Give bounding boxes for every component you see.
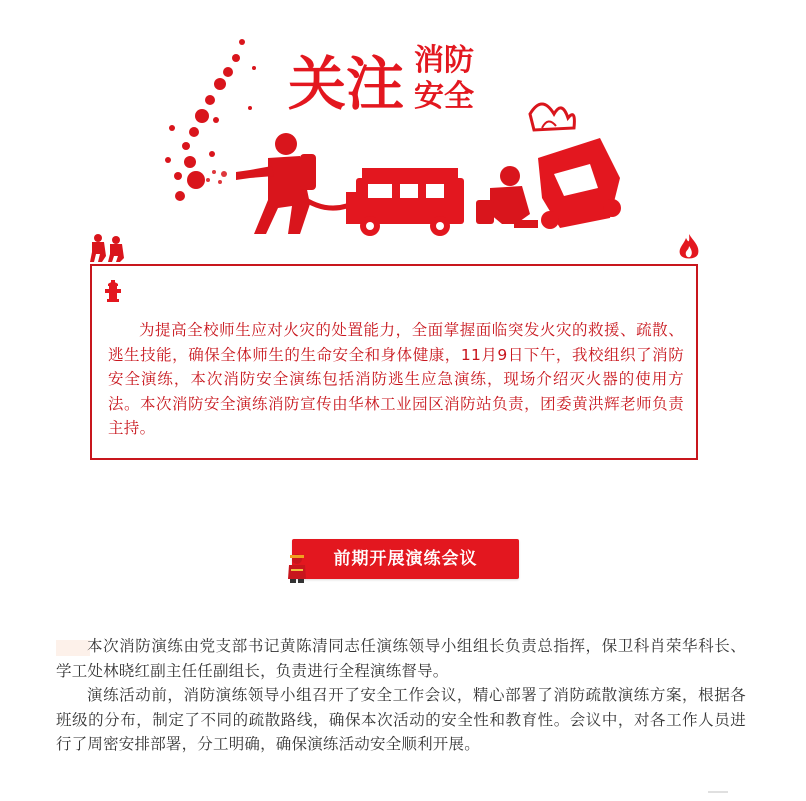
firefighter-hose-icon: [236, 133, 360, 234]
banner-title-side-bottom: 安全: [414, 79, 474, 114]
body-paragraph-1: 本次消防演练由党支部书记黄陈清同志任演练领导小组组长负责总指挥，保卫科肖荣华科长、学工处林晓红副主任任副组长，负责进行全程演练督导。: [56, 637, 746, 680]
section-heading: [292, 539, 519, 579]
firefighters-small-icon: [88, 232, 128, 262]
overturned-car-icon: [530, 104, 621, 229]
water-spray-icon: [206, 170, 227, 184]
body-text: [56, 634, 746, 757]
banner-title-main: 关注: [288, 50, 405, 118]
body-paragraph-2: 演练活动前，消防演练领导小组召开了安全工作会议，精心部署了消防疏散演练方案，根据各班级的分布，制定了不同的疏散路线，确保本次活动的安全性和教育性。会议中，对各工作人员进行了周密安排部署，分工明确，确保演练活动安全顺利开展。: [56, 686, 746, 753]
banner-title-side-top: 消防: [414, 43, 474, 78]
fire-truck-icon: [346, 168, 464, 236]
intro-box: [90, 264, 698, 460]
section-heading-label: 前期开展演练会议: [333, 549, 478, 569]
crouching-firefighter-icon: [476, 166, 538, 228]
intro-paragraph: 为提高全校师生应对火灾的处置能力，全面掌握面临突发火灾的救援、疏散、逃生技能，确保全体师生的生命安全和身体健康，11月9日下午，我校组织了消防安全演练，本次消防安全演练包括消防逃生应急演练，现场介绍灭火器的使用方法。本次消防安全演练消防宣传由华林工业园区消防站负责，团委黄洪辉老师负责主持。: [108, 321, 684, 437]
firefighter-icon: [286, 553, 308, 583]
corner-mark-icon: [708, 788, 728, 796]
fire-hydrant-icon: [104, 280, 122, 302]
fire-safety-banner: [150, 28, 650, 258]
flame-icon: [676, 232, 702, 262]
